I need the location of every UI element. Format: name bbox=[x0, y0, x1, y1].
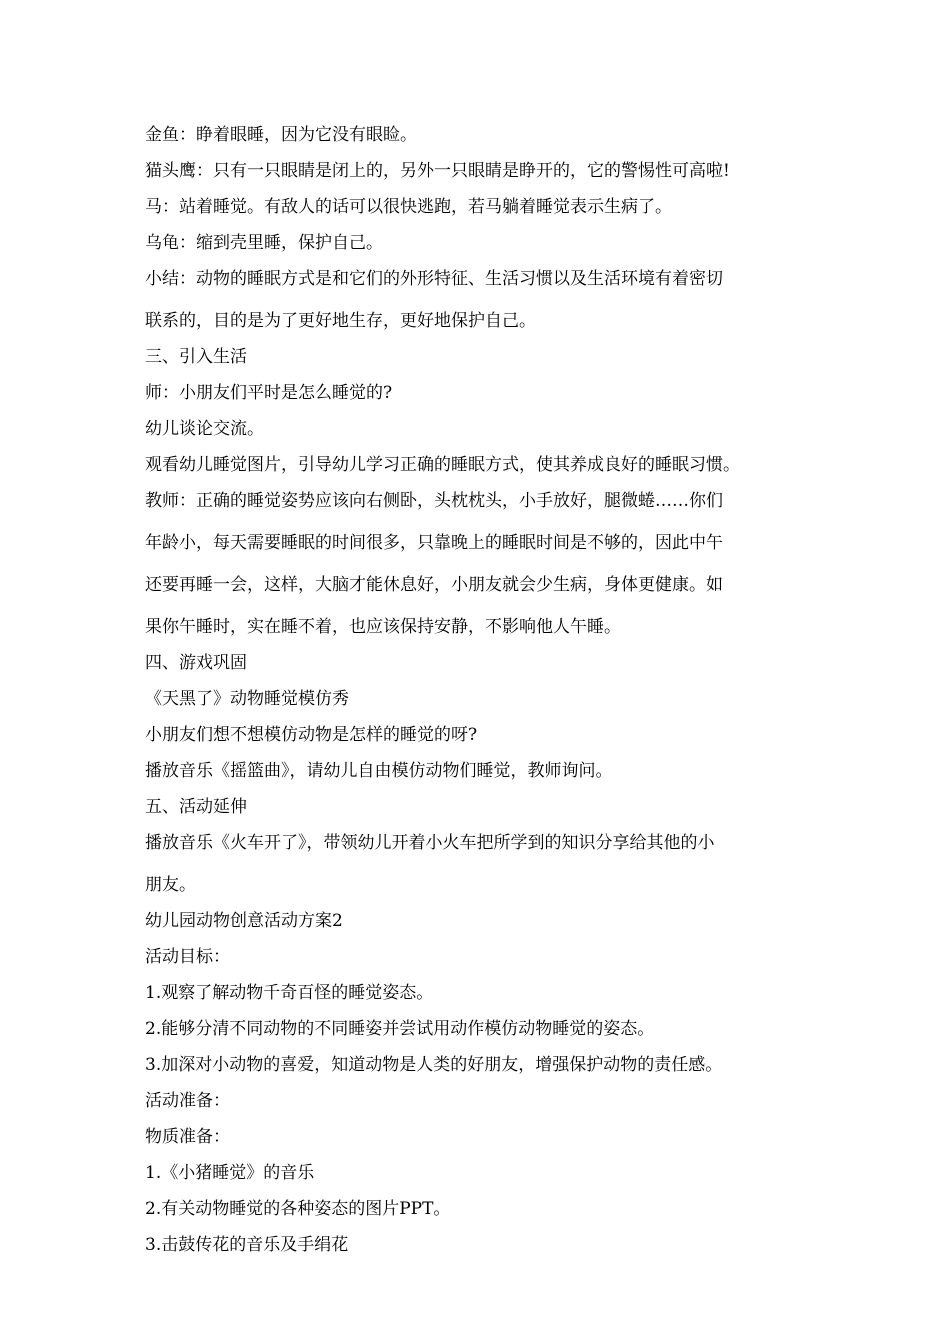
text-line: 1.《小猪睡觉》的音乐 bbox=[145, 1163, 315, 1183]
text-line: 联系的，目的是为了更好地生存，更好地保护自己。 bbox=[145, 311, 536, 331]
text-line: 年龄小，每天需要睡眠的时间很多，只靠晚上的睡眠时间是不够的，因此中午 bbox=[145, 533, 723, 553]
text-line: 物质准备： bbox=[145, 1127, 230, 1147]
text-line: 3.击鼓传花的音乐及手绢花 bbox=[145, 1235, 349, 1255]
text-line: 师：小朋友们平时是怎么睡觉的? bbox=[145, 383, 393, 403]
text-line: 活动准备： bbox=[145, 1091, 230, 1111]
text-line: 观看幼儿睡觉图片，引导幼儿学习正确的睡眠方式，使其养成良好的睡眠习惯。 bbox=[145, 455, 740, 475]
text-line: 金鱼：睁着眼睡，因为它没有眼睑。 bbox=[145, 125, 417, 145]
text-line: 朋友。 bbox=[145, 875, 196, 895]
text-line: 小结：动物的睡眠方式是和它们的外形特征、生活习惯以及生活环境有着密切 bbox=[145, 269, 723, 289]
text-line: 幼儿园动物创意活动方案2 bbox=[145, 911, 343, 931]
text-line: 小朋友们想不想模仿动物是怎样的睡觉的呀? bbox=[145, 725, 478, 745]
text-line: 教师：正确的睡觉姿势应该向右侧卧，头枕枕头，小手放好，腿微蜷……你们 bbox=[145, 491, 723, 511]
text-line: 活动目标： bbox=[145, 947, 230, 967]
text-line: 2.能够分清不同动物的不同睡姿并尝试用动作模仿动物睡觉的姿态。 bbox=[145, 1019, 655, 1039]
document-body bbox=[145, 122, 810, 1258]
text-line: 播放音乐《摇篮曲》，请幼儿自由模仿动物们睡觉，教师询问。 bbox=[145, 761, 613, 781]
text-line: 马：站着睡觉。有敌人的话可以很快逃跑，若马躺着睡觉表示生病了。 bbox=[145, 197, 672, 217]
text-line: 播放音乐《火车开了》，带领幼儿开着小火车把所学到的知识分享给其他的小 bbox=[145, 833, 715, 853]
text-line: 1.观察了解动物千奇百怪的睡觉姿态。 bbox=[145, 983, 434, 1003]
text-line: 3.加深对小动物的喜爱，知道动物是人类的好朋友，增强保护动物的责任感。 bbox=[145, 1055, 723, 1075]
text-line: 猫头鹰：只有一只眼睛是闭上的，另外一只眼睛是睁开的，它的警惕性可高啦! bbox=[145, 161, 730, 181]
text-line: 五、活动延伸 bbox=[145, 797, 247, 817]
text-line: 2.有关动物睡觉的各种姿态的图片PPT。 bbox=[145, 1199, 451, 1219]
text-line: 四、游戏巩固 bbox=[145, 653, 247, 673]
text-line: 三、引入生活 bbox=[145, 347, 247, 367]
text-line: 还要再睡一会，这样，大脑才能休息好，小朋友就会少生病，身体更健康。如 bbox=[145, 575, 723, 595]
text-line: 《天黑了》动物睡觉模仿秀 bbox=[145, 689, 349, 709]
text-line: 幼儿谈论交流。 bbox=[145, 419, 264, 439]
text-line: 果你午睡时，实在睡不着，也应该保持安静，不影响他人午睡。 bbox=[145, 617, 621, 637]
text-line: 乌龟：缩到壳里睡，保护自己。 bbox=[145, 233, 383, 253]
